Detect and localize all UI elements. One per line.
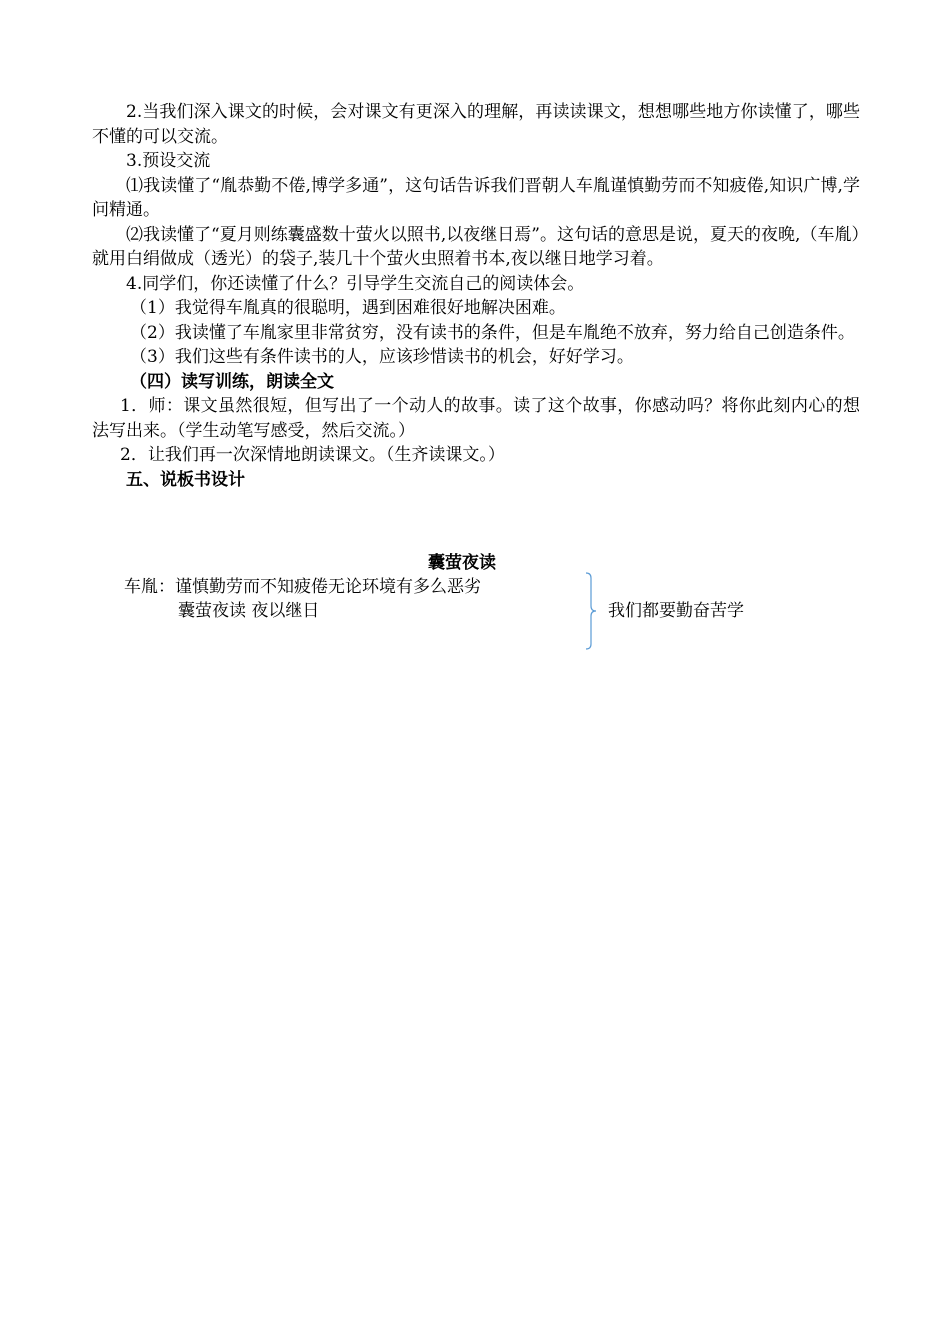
paragraph-training-2: 2．让我们再一次深情地朗读课文。（生齐读课文。） xyxy=(120,445,505,465)
right-brace-icon xyxy=(585,572,597,650)
paragraph-training-1: 1．师：课文虽然很短，但写出了一个动人的故事。读了这个故事，你感动吗？将你此刻内心的想法写出来。（学生动笔写感受，然后交流。） xyxy=(92,396,860,441)
paragraph-answer-1: （1）我觉得车胤真的很聪明，遇到困难很好地解决困难。 xyxy=(130,298,566,318)
paragraph-3: 3.预设交流 xyxy=(126,151,211,171)
board-line-2: 囊萤夜读 夜以继日 xyxy=(178,601,320,621)
board-title: 囊萤夜读 xyxy=(428,553,496,573)
document-body xyxy=(92,100,860,492)
board-line-1: 车胤：谨慎勤劳而不知疲倦无论环境有多么恶劣 xyxy=(124,577,481,597)
paragraph-answer-3: （3）我们这些有条件读书的人，应该珍惜读书的机会，好好学习。 xyxy=(130,347,634,367)
section-heading-5: 五、说板书设计 xyxy=(126,469,245,490)
section-heading-4: （四）读写训练，朗读全文 xyxy=(130,371,334,392)
paragraph-exchange-2: ⑵我读懂了“夏月则练囊盛数十萤火以照书,以夜继日焉”。这句话的意思是说，夏天的夜晚,（车胤）就用白绢做成（透光）的袋子,装几十个萤火虫照着书本,夜以继日地学习着。 xyxy=(92,224,860,269)
paragraph-2: 2.当我们深入课文的时候，会对课文有更深入的理解，再读读课文，想想哪些地方你读懂了，哪些不懂的可以交流。 xyxy=(92,102,860,147)
paragraph-answer-2: （2）我读懂了车胤家里非常贫穷，没有读书的条件，但是车胤绝不放弃，努力给自己创造条件。 xyxy=(130,322,855,343)
paragraph-4: 4.同学们，你还读懂了什么？引导学生交流自己的阅读体会。 xyxy=(126,273,585,294)
paragraph-exchange-1: ⑴我读懂了“胤恭勤不倦,博学多通”，这句话告诉我们晋朝人车胤谨慎勤劳而不知疲倦,知识广博,学问精通。 xyxy=(92,175,860,220)
board-conclusion: 我们都要勤奋苦学 xyxy=(608,601,744,621)
